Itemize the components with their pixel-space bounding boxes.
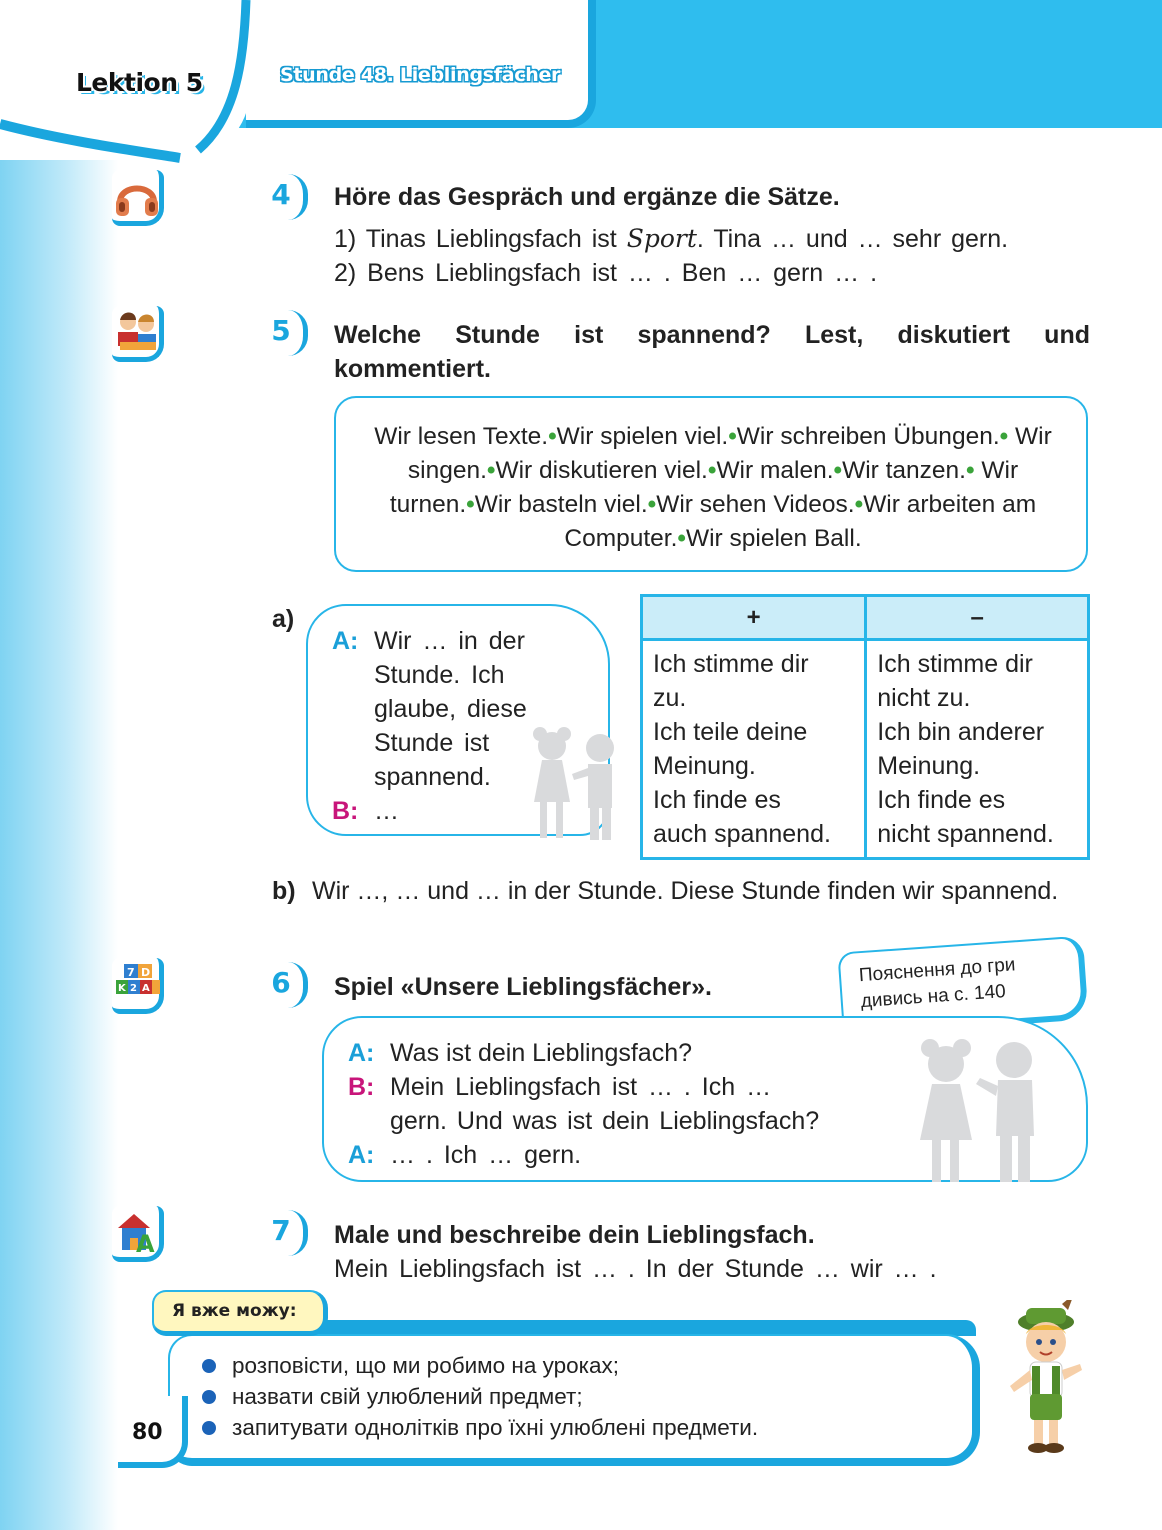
boy-mascot-image	[996, 1300, 1092, 1460]
svg-text:K: K	[118, 983, 126, 994]
letter-blocks-icon	[112, 958, 164, 1014]
children-silhouette	[528, 726, 628, 846]
part-b-label: b)	[272, 877, 296, 905]
part-b-text: Wir …, … und … in der Stunde. Diese Stunde finden wir spannend.	[312, 877, 1059, 905]
svg-text:A: A	[142, 983, 150, 994]
activity-phrase: Wir singen.	[407, 423, 1052, 484]
task-5-title: Welche Stunde ist spannend? Lest, diskutiert und kommentiert.	[334, 321, 1090, 383]
speaker-b-label: B:	[332, 797, 359, 825]
svg-text:A: A	[136, 1230, 155, 1256]
task-7-line: Mein Lieblingsfach ist … . In der Stunde … wir … .	[334, 1255, 937, 1283]
phrases-table	[640, 594, 1090, 860]
activity-phrase: Wir spielen viel.	[556, 423, 729, 450]
activity-phrase: Wir malen.	[716, 457, 834, 484]
activity-phrase: Wir diskutieren viel.	[495, 457, 708, 484]
task-6-title: Spiel «Unsere Lieblingsfächer».	[334, 973, 712, 1001]
task-7-number: 7	[258, 1214, 304, 1247]
activity-phrase: Wir sehen Videos.	[656, 491, 855, 518]
activity-phrase: Wir tanzen.	[842, 457, 966, 484]
can-do-tag: Я вже можу:	[152, 1290, 328, 1336]
children-reading-icon	[112, 306, 164, 362]
svg-text:D: D	[141, 966, 151, 979]
dialog-line: Mein Lieblingsfach ist … . Ich …	[390, 1073, 772, 1101]
left-margin-strip	[0, 130, 118, 1530]
activity-phrase: Wir schreiben Übungen.	[736, 423, 1000, 450]
task-4-number: 4	[258, 178, 304, 211]
part-a-label: a)	[272, 605, 295, 633]
activities-text: Wir lesen Texte.•Wir spielen viel.•Wir schreiben Übungen.• Wir singen.•Wir diskutieren viel.•Wir malen.•Wir tanzen.• Wir turnen.•Wir basteln viel.•Wir sehen Videos.•Wir arbeiten am Computer.•Wir spielen Ball.	[374, 423, 1052, 552]
house-and-letter-icon	[112, 1206, 164, 1262]
activity-phrase: Wir arbeiten am Computer.	[564, 491, 1037, 552]
dialog-line: … . Ich … gern.	[390, 1141, 582, 1169]
lesson-label: Lektion 5	[76, 68, 203, 97]
can-do-list	[200, 1350, 758, 1443]
speaker-b-text: …	[374, 797, 399, 825]
table-cell-agree: Ich stimme dir zu. Ich teile deine Meinung. Ich finde es auch spannend.	[642, 640, 866, 859]
table-header-plus: +	[642, 596, 866, 640]
list-item: розповісти, що ми робимо на уроках;	[200, 1350, 758, 1381]
activity-phrase: Wir turnen.	[389, 457, 1019, 518]
list-item: запитувати однолітків про їхні улюблені предмети.	[200, 1412, 758, 1443]
speaker-a-label: A:	[332, 627, 359, 655]
speaker-b-label: B:	[348, 1073, 375, 1101]
activity-phrase: Wir lesen Texte.	[374, 423, 549, 450]
table-cell-disagree: Ich stimme dir nicht zu. Ich bin anderer Meinung. Ich finde es nicht spannend.	[866, 640, 1089, 859]
speaker-a-label: A:	[348, 1141, 375, 1169]
activities-box	[334, 396, 1088, 572]
activity-phrase: Wir spielen Ball.	[685, 525, 862, 552]
dialog-line: gern. Und was ist dein Lieblingsfach?	[390, 1107, 820, 1135]
speaker-a-label: A:	[348, 1039, 375, 1067]
activity-phrase: Wir basteln viel.	[474, 491, 648, 518]
task-4-line-1: 1) Tinas Lieblingsfach ist Sport. Tina … und … sehr gern.	[334, 224, 1009, 253]
children-silhouette	[910, 1036, 1050, 1186]
game-hint-text: Пояснення до гри дивись на с. 140	[858, 954, 1017, 1013]
task-4-title: Höre das Gespräch und ergänze die Sätze.	[334, 183, 840, 211]
dialog-a-text: Wir … in der Stunde. Ich glaube, diese Stunde ist spannend.	[374, 627, 527, 791]
list-item: назвати свій улюблений предмет;	[200, 1381, 758, 1412]
headphones-icon	[112, 170, 164, 226]
dialog-line: Was ist dein Lieblingsfach?	[390, 1039, 693, 1067]
table-header-minus: –	[866, 596, 1089, 640]
page-number: 80	[132, 1420, 163, 1445]
svg-text:7: 7	[127, 966, 135, 979]
svg-text:2: 2	[130, 983, 137, 994]
task-7-title: Male und beschreibe dein Lieblingsfach.	[334, 1221, 815, 1249]
task-6-number: 6	[258, 966, 304, 999]
task-4-line-2: 2) Bens Lieblingsfach ist … . Ben … gern … .	[334, 259, 878, 287]
lesson-title: Stunde 48. Lieblingsfächer	[280, 64, 561, 86]
task-5-number: 5	[258, 314, 304, 347]
